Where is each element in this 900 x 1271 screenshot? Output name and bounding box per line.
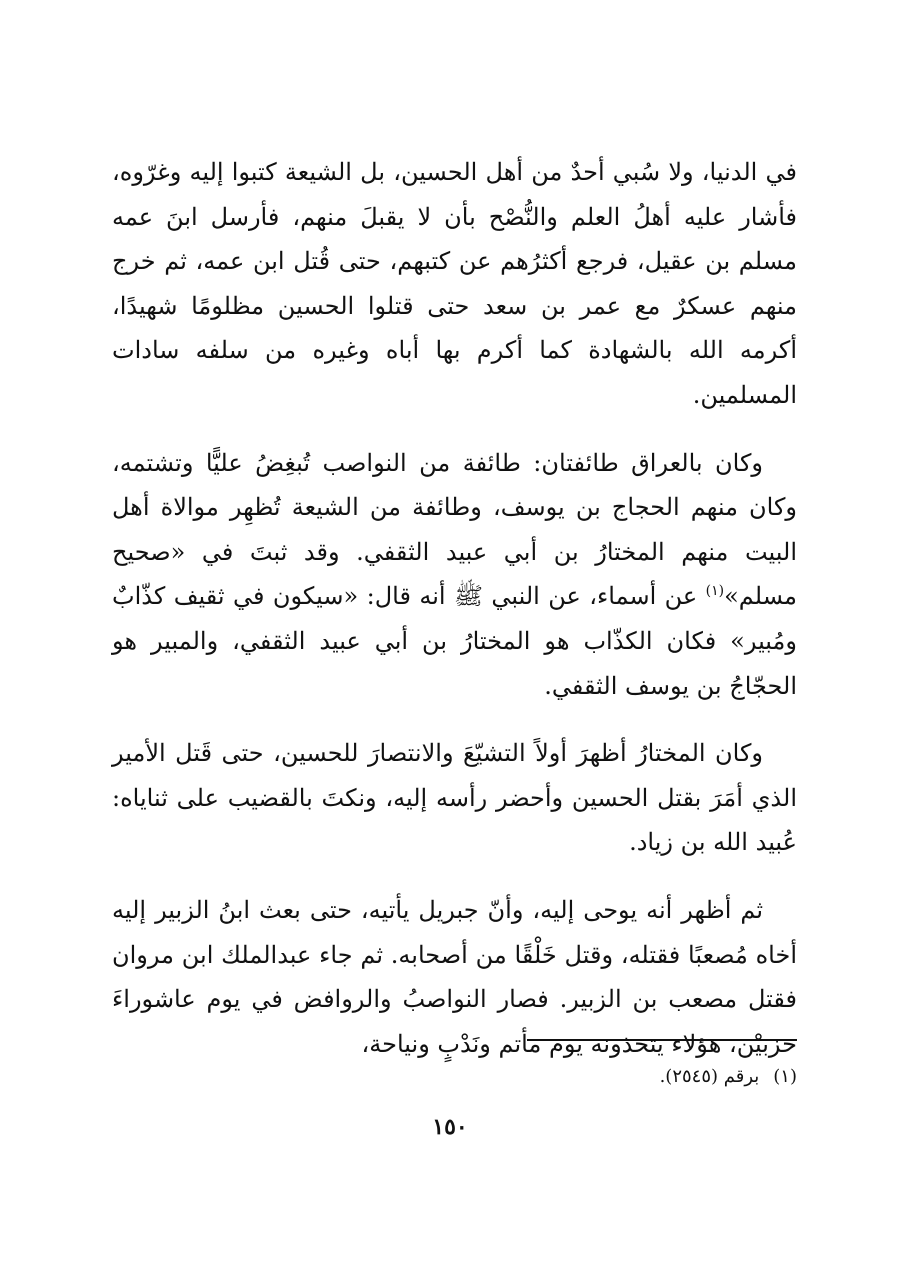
paragraph-3-text: وكان المختارُ أظهرَ أولاً التشيّعَ والانتصارَ للحسين، حتى قَتل الأمير الذي أمَرَ بقتل الحسين وأحضر رأسه إليه، ونكتَ بالقضيب على ثناياه: عُبيد الله بن زياد. — [112, 739, 797, 857]
paragraph-2-text-end: عن أسماء، عن النبي ﷺ أنه قال: «سيكون في ثقيف كذّابٌ ومُبير» فكان الكذّاب هو المختارُ بن أبي عبيد الثقفي، والمبير هو الحجّاجُ بن يوسف الثقفي. — [112, 582, 797, 700]
footnote-reference[interactable]: (١) — [705, 583, 725, 600]
page-number: ١٥٠ — [432, 1114, 468, 1140]
paragraph-2-text-start: وكان بالعراق طائفتان: طائفة من النواصب تُبغِضُ عليًّا وتشتمه، وكان منهم الحجاج بن يوسف، وطائفة من الشيعة تُظهِر موالاة أهل البيت منهم المختارُ بن أبي عبيد الثقفي. وقد ثبتَ في «صحيح مسلم» — [112, 448, 797, 611]
footnote-text: برقم (٢٥٤٥). — [659, 1066, 760, 1087]
footnote-marker: (١) — [773, 1066, 797, 1087]
main-text — [112, 150, 797, 1066]
paragraph-1 — [112, 150, 797, 418]
paragraph-2 — [112, 441, 797, 709]
paragraph-3 — [112, 731, 797, 865]
paragraph-1-text: في الدنيا، ولا سُبي أحدٌ من أهل الحسين، بل الشيعة كتبوا إليه وغرّوه، فأشار عليه أهلُ العلم والنُّصْح بأن لا يقبلَ منهم، فأرسل ابنَ عمه مسلم بن عقيل، فرجع أكثرُهم عن كتبهم، حتى قُتل ابن عمه، ثم خرج منهم عسكرٌ مع عمر بن سعد حتى قتلوا الحسين مظلومًا شهيدًا، أكرمه الله بالشهادة كما أكرم بها أباه وغيره من سلفه سادات المسلمين. — [112, 158, 797, 409]
footnote — [112, 1062, 797, 1092]
paragraph-4-text: ثم أظهر أنه يوحى إليه، وأنّ جبريل يأتيه، حتى بعث ابنُ الزبير إليه أخاه مُصعبًا فقتله، وقتل خَلْقًا من أصحابه. ثم جاء عبدالملك ابن مروان فقتل مصعب بن الزبير. فصار النواصبُ والروافض في يوم عاشوراءَ حزبيْن، هؤلاء يتخذونه يوم مأتم ونَدْبٍ ونياحة، — [112, 895, 797, 1058]
footnote-separator — [527, 1039, 797, 1041]
